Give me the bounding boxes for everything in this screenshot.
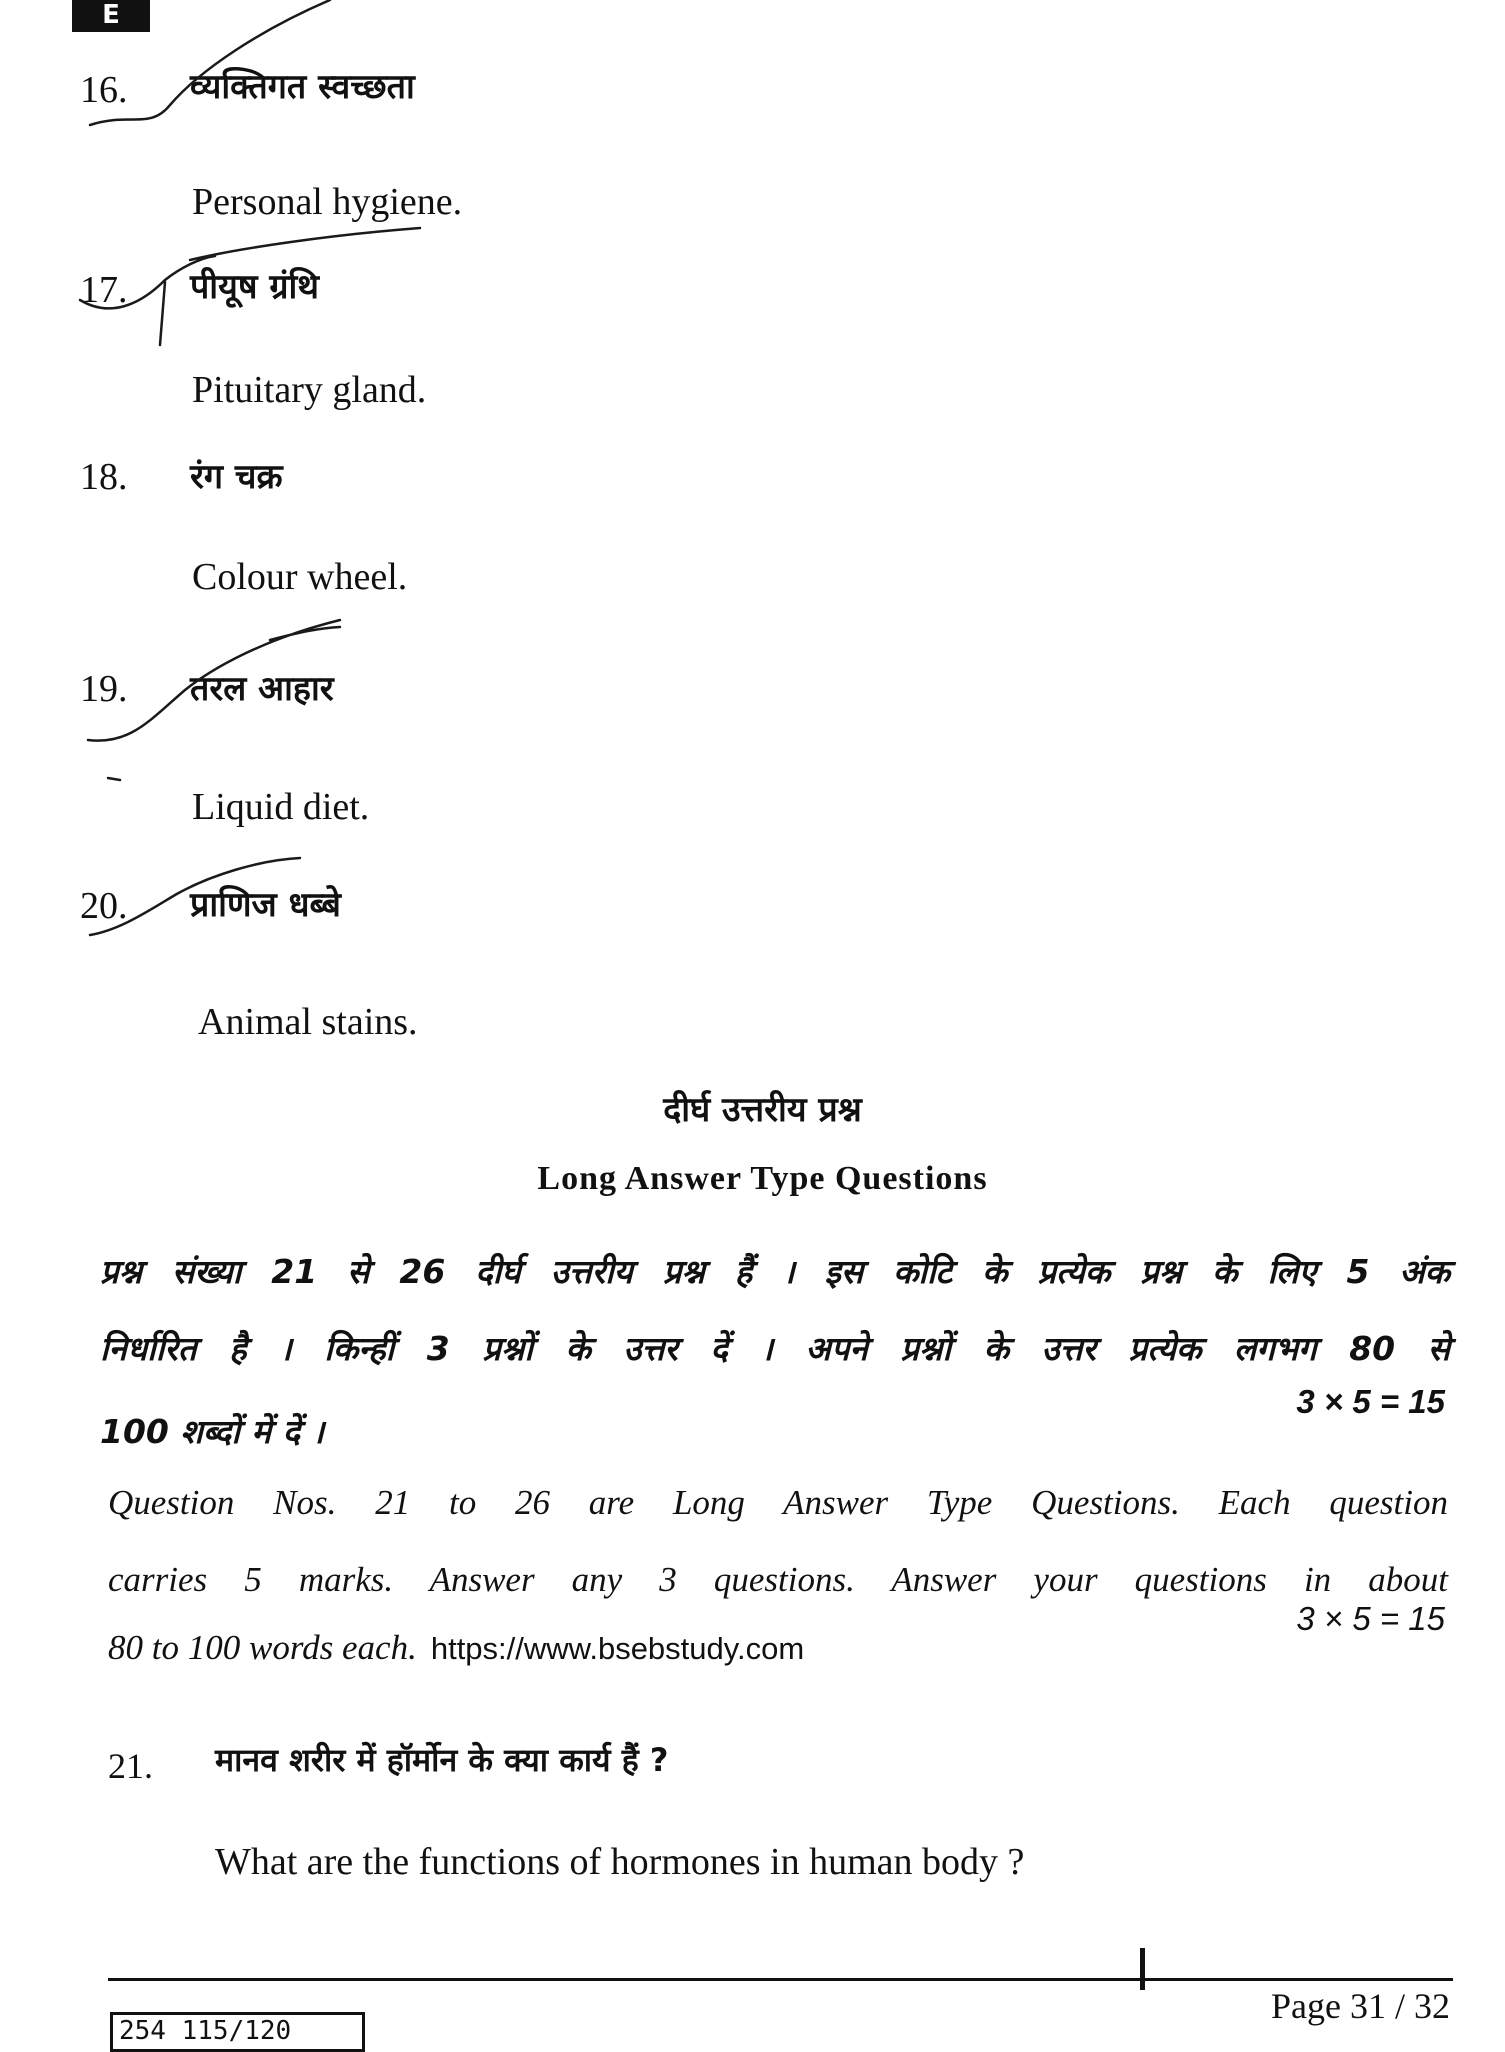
question-20-number: 20. (80, 885, 128, 927)
question-21-number: 21. (108, 1746, 153, 1786)
question-18-english: Colour wheel. (192, 556, 408, 598)
section-heading-hindi: दीर्घ उत्तरीय प्रश्न (663, 1090, 862, 1130)
footer-tick-mark (1140, 1948, 1145, 1990)
instructions-hindi-line-3: 100 शब्दों में दें । (100, 1412, 325, 1451)
instructions-hindi-line-1: प्रश्न संख्या 21 से 26 दीर्घ उत्तरीय प्रश्न हैं । इस कोटि के प्रत्येक प्रश्न के लिए 5 अंक (100, 1252, 1450, 1291)
instructions-english-line-2: carries 5 marks. Answer any 3 questions. Answer your questions in about (108, 1560, 1448, 1599)
question-16-number: 16. (80, 69, 128, 111)
question-16-hindi: व्यक्तिगत स्वच्छता (190, 67, 415, 107)
instructions-english-line-1: Question Nos. 21 to 26 are Long Answer Type Questions. Each question (108, 1483, 1448, 1522)
source-url[interactable]: https://www.bsebstudy.com (430, 1631, 805, 1666)
question-18-number: 18. (80, 456, 128, 498)
question-21-hindi: मानव शरीर में हॉर्मोन के क्या कार्य हैं ? (215, 1741, 669, 1779)
instructions-english-line-3 (108, 1628, 1448, 1668)
pen-dash-19 (108, 778, 120, 780)
paper-code-box: 254 115/120 (110, 2012, 365, 2052)
question-17-number: 17. (80, 269, 128, 311)
footer-rule (108, 1978, 1453, 1981)
section-heading-english: Long Answer Type Questions (537, 1160, 988, 1197)
question-20-hindi: प्राणिज धब्बे (190, 885, 341, 925)
instructions-hindi-line-2: निर्धारित है । किन्हीं 3 प्रश्नों के उत्तर दें । अपने प्रश्नों के उत्तर प्रत्येक लगभग 80 से (100, 1329, 1450, 1368)
marks-english: 3 × 5 = 15 (1296, 1600, 1445, 1637)
question-19-hindi: तरल आहार (190, 669, 334, 709)
question-17-hindi: पीयूष ग्रंथि (190, 267, 320, 307)
set-code-badge: E (72, 0, 150, 32)
question-16-english: Personal hygiene. (192, 181, 463, 223)
page-number: Page 31 / 32 (1271, 1986, 1450, 2026)
question-18-hindi: रंग चक्र (190, 457, 283, 497)
question-17-english: Pituitary gland. (192, 369, 427, 411)
question-19-english: Liquid diet. (192, 786, 370, 828)
question-19-number: 19. (80, 668, 128, 710)
marks-hindi: 3 × 5 = 15 (1296, 1383, 1445, 1420)
instructions-english-line-3-text: 80 to 100 words each. (108, 1628, 417, 1667)
question-20-english: Animal stains. (198, 1001, 418, 1043)
question-21-english: What are the functions of hormones in human body ? (215, 1841, 1025, 1883)
